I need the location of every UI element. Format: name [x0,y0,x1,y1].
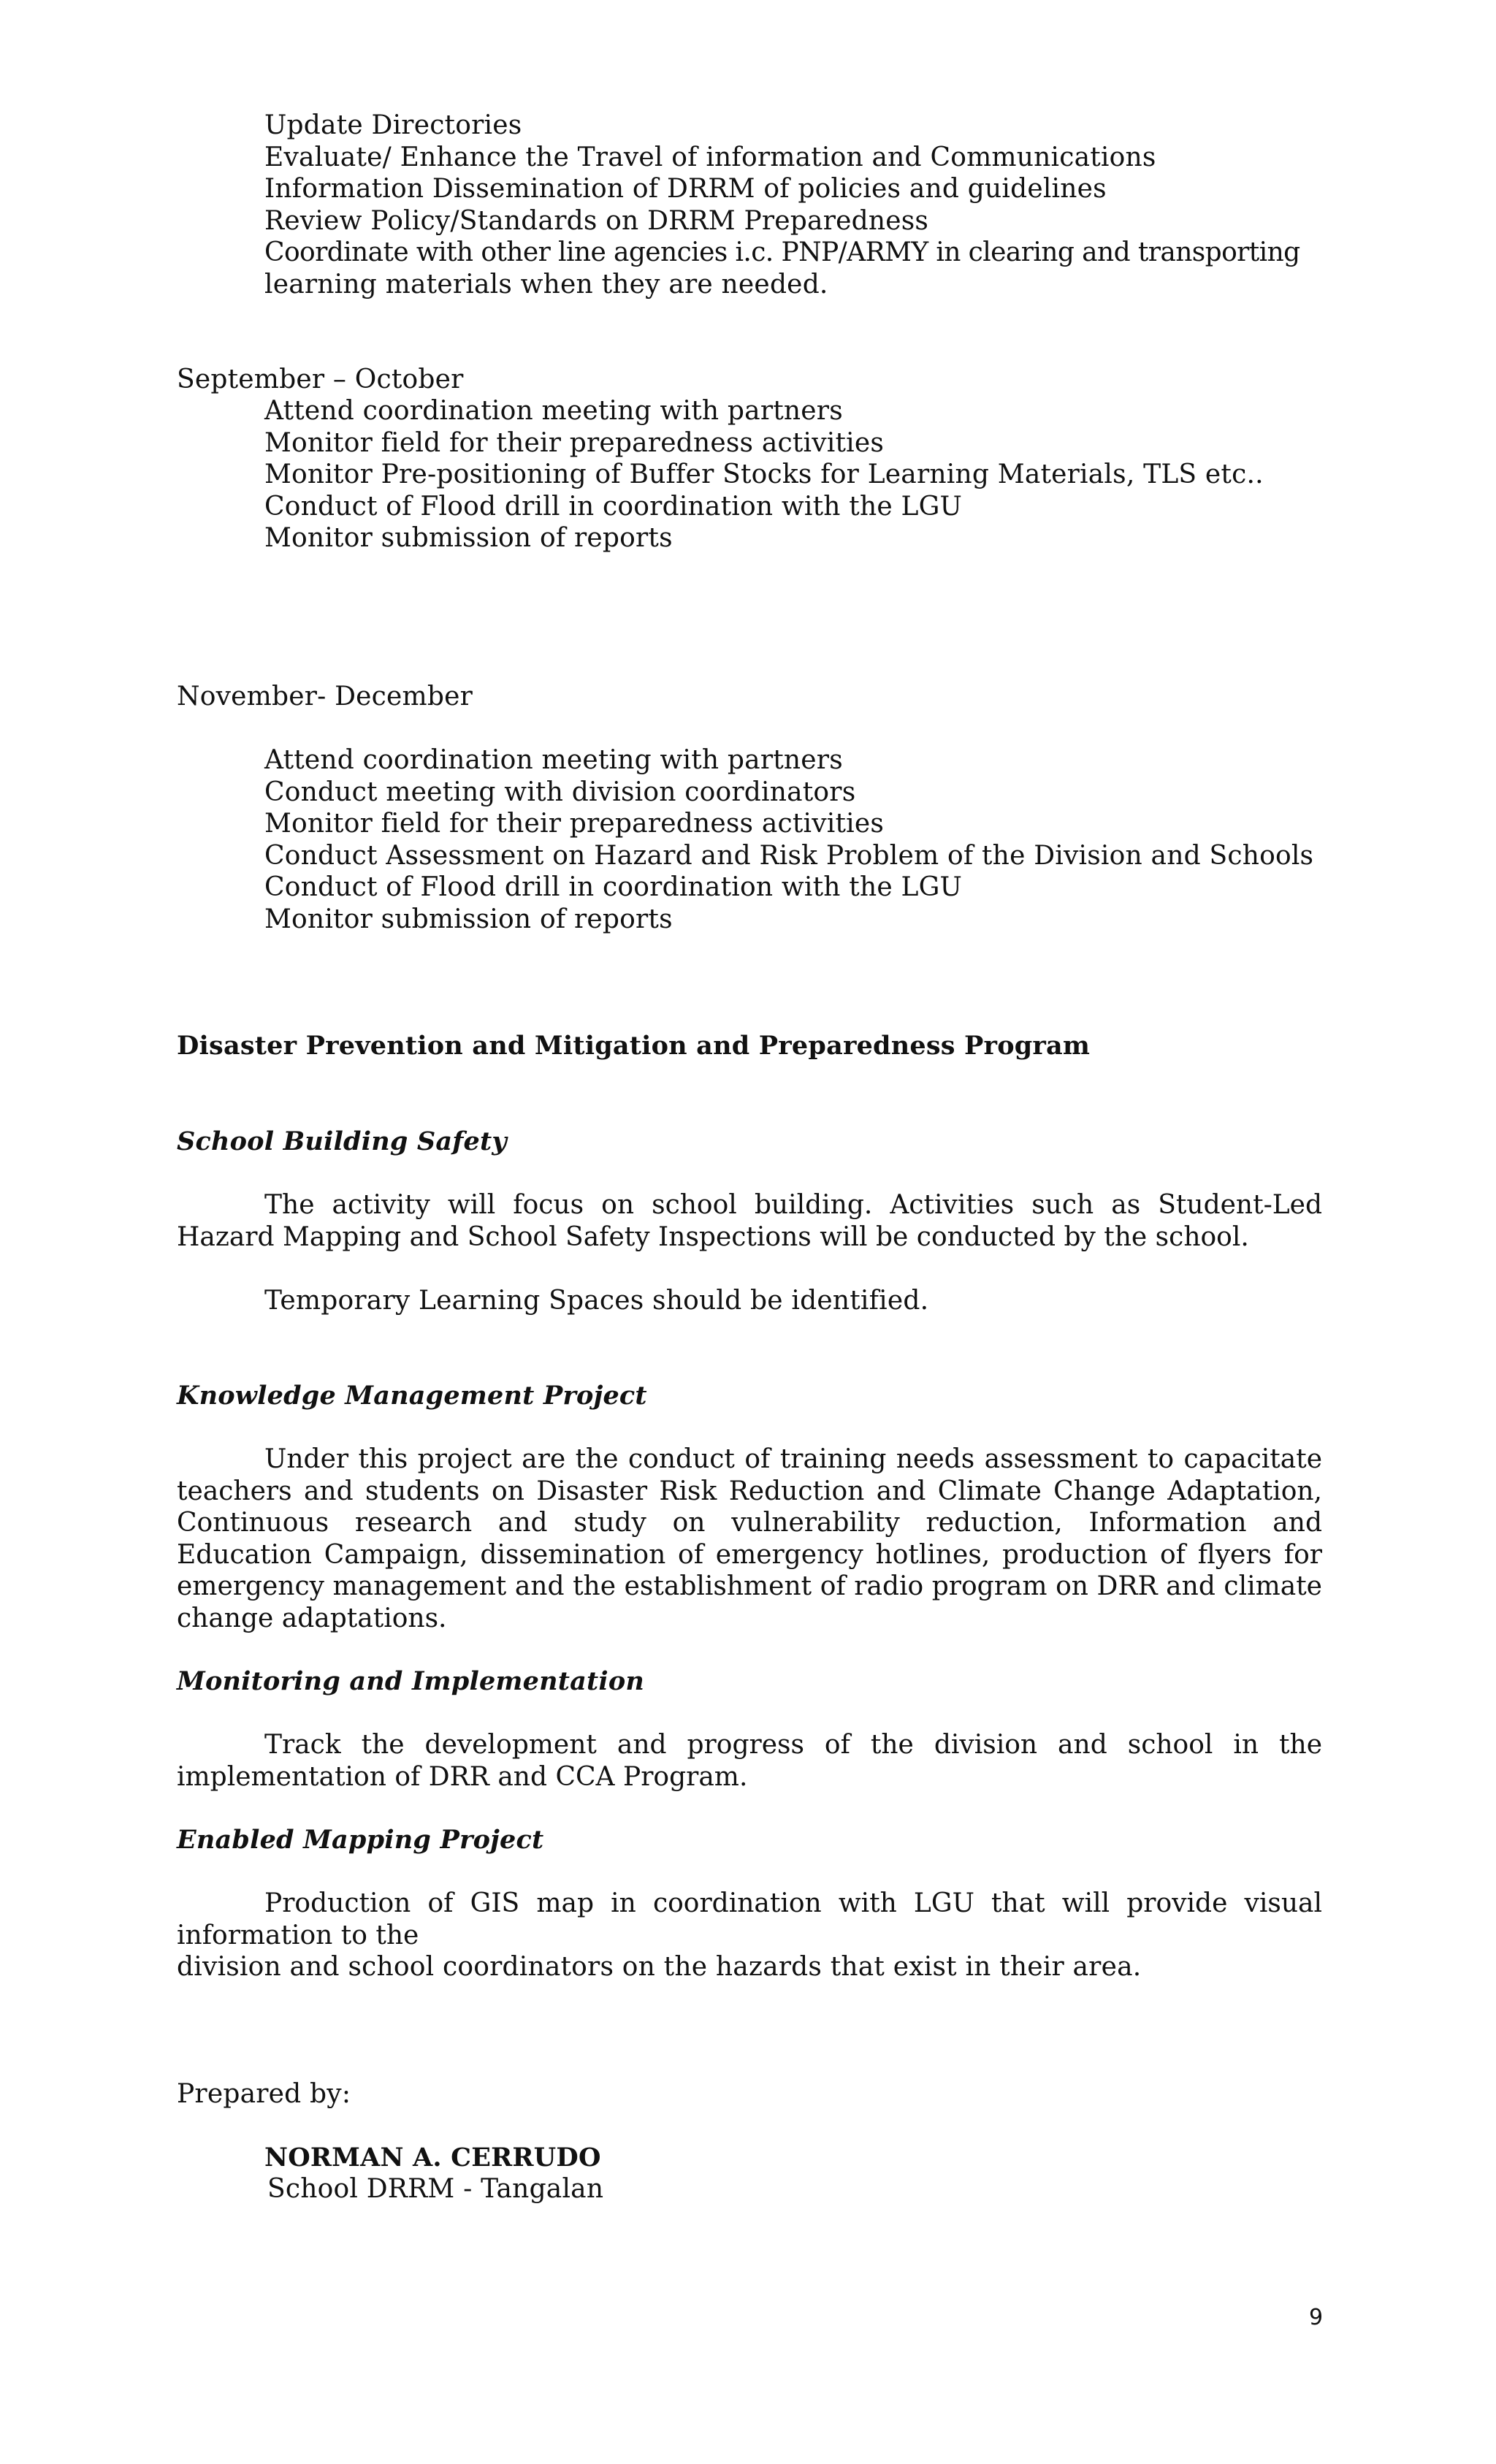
sep-oct-heading: September – October [177,365,464,394]
top-list-item: Coordinate with other line agencies i.c. PNP/ARMY in clearing and transporting [264,237,1300,267]
top-list-item: Information Dissemination of DRRM of policies and guidelines [264,174,1107,204]
nov-dec-item: Conduct Assessment on Hazard and Risk Problem of the Division and Schools [264,841,1314,871]
nov-dec-heading: November- December [177,682,473,712]
sep-oct-item: Attend coordination meeting with partners [264,396,843,426]
top-list-item: Review Policy/Standards on DRRM Preparedness [264,206,929,236]
sep-oct-item: Conduct of Flood drill in coordination with the LGU [264,492,963,522]
monitoring-heading: Monitoring and Implementation [177,1666,645,1696]
sep-oct-item: Monitor field for their preparedness activities [264,428,885,458]
nov-dec-item: Monitor submission of reports [264,904,673,934]
mapping-heading: Enabled Mapping Project [177,1825,544,1855]
nov-dec-item: Conduct of Flood drill in coordination with the LGU [264,872,963,902]
knowledge-paragraph: Under this project are the conduct of training needs assessment to capacitate teachers and students on Disaster Risk Reduction and Climate Change Adaptation, Continuous research and study on vulnerability reduction, Information and Education Campaign, dissemination of emergency hotlines, production of flyers for emergency management and the establishment of radio program on DRR and climate change adaptations. [177,1444,1322,1633]
top-list-item: Update Directories [264,110,522,140]
signatory-title: School DRRM - Tangalan [267,2174,604,2204]
top-list-item: Evaluate/ Enhance the Travel of information and Communications [264,142,1156,172]
page-number: 9 [1309,2305,1324,2330]
school-building-heading: School Building Safety [177,1126,507,1156]
sep-oct-item: Monitor submission of reports [264,523,673,553]
school-building-paragraph: The activity will focus on school building. Activities such as Student-Led Hazard Mapping and School Safety Inspections will be conducted by the school. [177,1190,1322,1252]
nov-dec-item: Monitor field for their preparedness activities [264,809,885,839]
sep-oct-item: Monitor Pre-positioning of Buffer Stocks for Learning Materials, TLS etc.. [264,459,1264,489]
monitoring-paragraph: Track the development and progress of the division and school in the implementation of DRR and CCA Program. [177,1730,1322,1792]
signatory-name: NORMAN A. CERRUDO [264,2143,601,2173]
program-title: Disaster Prevention and Mitigation and Preparedness Program [177,1031,1091,1061]
nov-dec-item: Conduct meeting with division coordinators [264,777,856,807]
knowledge-heading: Knowledge Management Project [177,1381,647,1411]
top-list-item: learning materials when they are needed. [264,270,828,300]
mapping-paragraph: Production of GIS map in coordination with LGU that will provide visual information to the [177,1888,1322,1950]
school-building-note: Temporary Learning Spaces should be identified. [264,1286,929,1316]
mapping-continuation: division and school coordinators on the hazards that exist in their area. [177,1952,1142,1982]
nov-dec-item: Attend coordination meeting with partners [264,745,843,775]
prepared-by-label: Prepared by: [177,2079,351,2109]
